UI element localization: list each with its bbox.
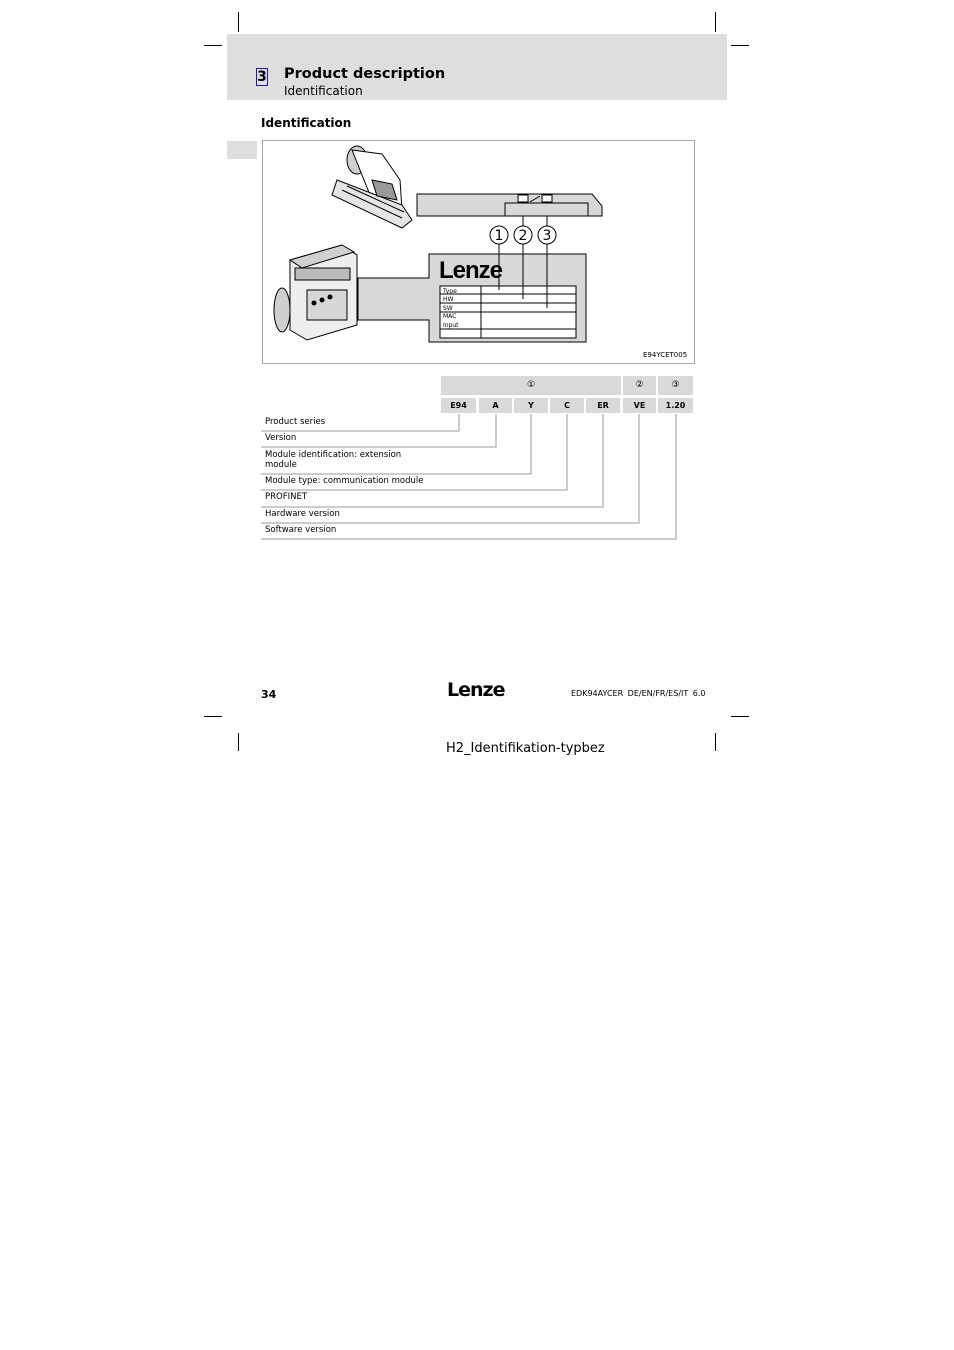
row-module-type: Module type: communication module — [265, 476, 424, 486]
callout-3: 3 — [542, 228, 552, 244]
label-row-sw: SW — [443, 305, 453, 312]
group-header-3: ③ — [658, 376, 693, 395]
section-title: Identification — [261, 116, 352, 130]
row-version: Version — [265, 433, 297, 443]
figure-code: E94YCET005 — [643, 351, 688, 359]
bottom-note: H2_Identifikation-typbez — [446, 741, 605, 756]
row-module-identification: Module identification: extension module — [265, 450, 402, 470]
crop-mark — [715, 12, 716, 32]
label-row-hw: HW — [443, 296, 454, 303]
label-row-input: Input — [443, 322, 459, 329]
row-software-version: Software version — [265, 525, 337, 535]
chapter-number: 3 — [257, 69, 267, 85]
callout-1: 1 — [494, 228, 504, 244]
crop-mark — [204, 716, 222, 717]
segment-ve: VE — [623, 398, 656, 413]
side-tab — [227, 141, 257, 159]
svg-text:Lenze: Lenze — [439, 257, 503, 284]
page-number: 34 — [261, 688, 277, 701]
label-row-mac: MAC — [443, 313, 457, 320]
callout-2: 2 — [518, 228, 528, 244]
segment-version: 1.20 — [658, 398, 693, 413]
document-id: EDK94AYCER DE/EN/FR/ES/IT 6.0 — [571, 689, 706, 698]
segment-c: C — [550, 398, 584, 413]
chapter-title: Product description — [284, 66, 446, 82]
crop-mark — [731, 45, 749, 46]
row-product-series: Product series — [265, 417, 326, 427]
segment-er: ER — [586, 398, 620, 413]
crop-mark — [204, 45, 222, 46]
row-hardware-version: Hardware version — [265, 509, 340, 519]
crop-mark — [715, 733, 716, 751]
row-profinet: PROFINET — [265, 492, 308, 502]
segment-e94: E94 — [441, 398, 476, 413]
device-illustration — [262, 140, 694, 364]
label-row-type: Type — [443, 288, 457, 295]
chapter-subtitle: Identification — [284, 84, 363, 98]
lenze-logo: Lenze — [447, 679, 505, 701]
segment-y: Y — [514, 398, 548, 413]
group-header-2: ② — [623, 376, 656, 395]
segment-a: A — [479, 398, 512, 413]
crop-mark — [238, 733, 239, 751]
crop-mark — [238, 12, 239, 32]
crop-mark — [731, 716, 749, 717]
group-header-1: ① — [441, 376, 621, 395]
